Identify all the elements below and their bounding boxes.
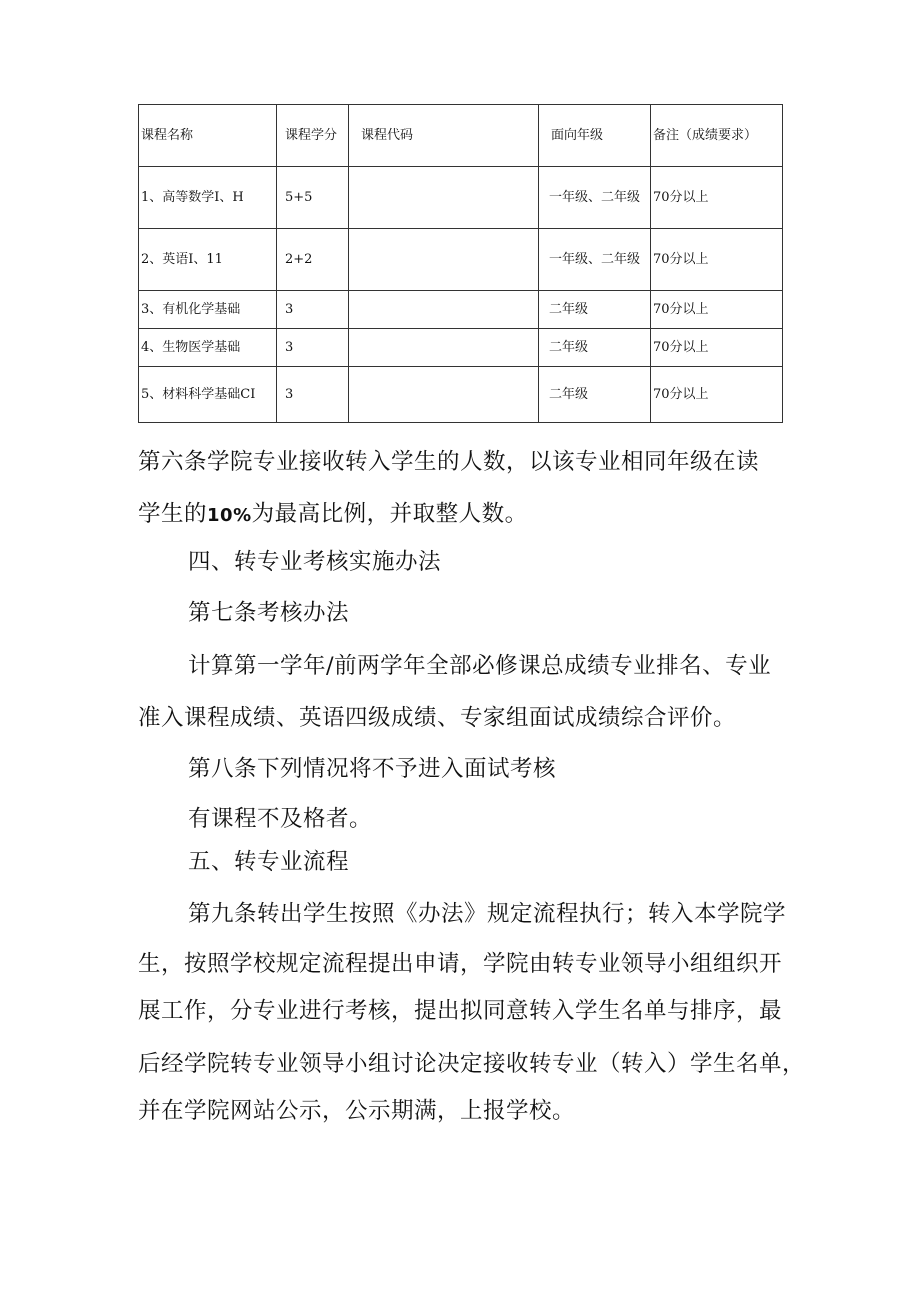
cell-credit: 2+2 xyxy=(277,229,349,291)
table-header-row xyxy=(139,105,783,167)
article-9-line-4: 后经学院转专业领导小组讨论决定接收转专业（转入）学生名单， xyxy=(138,1051,806,1077)
header-target-grade: 面向年级 xyxy=(539,105,651,167)
cell-credit: 5+5 xyxy=(277,167,349,229)
article-6-line-1: 第六条学院专业接收转入学生的人数，以该专业相同年级在读 xyxy=(138,449,760,475)
cell-code xyxy=(349,291,539,329)
article-6-line-2 xyxy=(138,488,788,542)
section-5-heading: 五、转专业流程 xyxy=(188,849,350,875)
cell-course-name: 1、高等数学I、H xyxy=(139,167,277,229)
cell-note: 70分以上 xyxy=(651,291,783,329)
cell-grade: 二年级 xyxy=(539,291,651,329)
cell-note: 70分以上 xyxy=(651,329,783,367)
calc-line-1: 计算第一学年/前两学年全部必修课总成绩专业排名、专业 xyxy=(188,653,772,679)
header-note: 备注（成绩要求） xyxy=(651,105,783,167)
cell-course-name: 4、生物医学基础 xyxy=(139,329,277,367)
header-course-code: 课程代码 xyxy=(349,105,539,167)
fail-condition: 有课程不及格者。 xyxy=(188,806,373,832)
cell-grade: 二年级 xyxy=(539,329,651,367)
cell-course-name: 5、材料科学基础CI xyxy=(139,367,277,423)
article-7-heading: 第七条考核办法 xyxy=(188,600,350,626)
cell-code xyxy=(349,329,539,367)
article-9-line-2: 生，按照学校规定流程提出申请，学院由转专业领导小组组织开 xyxy=(138,951,783,977)
cell-credit: 3 xyxy=(277,291,349,329)
table-row xyxy=(139,291,783,329)
cell-course-name: 3、有机化学基础 xyxy=(139,291,277,329)
article-9-line-5: 并在学院网站公示，公示期满，上报学校。 xyxy=(138,1098,576,1124)
header-course-name: 课程名称 xyxy=(139,105,277,167)
course-requirements-table xyxy=(138,104,783,423)
cell-credit: 3 xyxy=(277,367,349,423)
cell-code xyxy=(349,229,539,291)
table-row xyxy=(139,229,783,291)
article-8-heading: 第八条下列情况将不予进入面试考核 xyxy=(188,756,557,782)
section-4-heading: 四、转专业考核实施办法 xyxy=(188,549,442,575)
article-9-line-1: 第九条转出学生按照《办法》规定流程执行；转入本学院学 xyxy=(188,901,787,927)
article-6-line-2-post: 为最高比例，并取整人数。 xyxy=(251,501,528,527)
cell-note: 70分以上 xyxy=(651,367,783,423)
article-6-line-2-pre: 学生的 xyxy=(138,501,208,527)
cell-grade: 一年级、二年级 xyxy=(539,167,651,229)
cell-code xyxy=(349,367,539,423)
header-course-credit: 课程学分 xyxy=(277,105,349,167)
cell-code xyxy=(349,167,539,229)
table-row xyxy=(139,329,783,367)
cell-note: 70分以上 xyxy=(651,167,783,229)
cell-course-name: 2、英语I、11 xyxy=(139,229,277,291)
article-6-percent: 10% xyxy=(207,505,252,526)
table-row xyxy=(139,367,783,423)
cell-grade: 一年级、二年级 xyxy=(539,229,651,291)
cell-grade: 二年级 xyxy=(539,367,651,423)
table-row xyxy=(139,167,783,229)
cell-note: 70分以上 xyxy=(651,229,783,291)
calc-line-2: 准入课程成绩、英语四级成绩、专家组面试成绩综合评价。 xyxy=(138,705,737,731)
article-9-line-3: 展工作，分专业进行考核，提出拟同意转入学生名单与排序，最 xyxy=(138,998,783,1024)
cell-credit: 3 xyxy=(277,329,349,367)
